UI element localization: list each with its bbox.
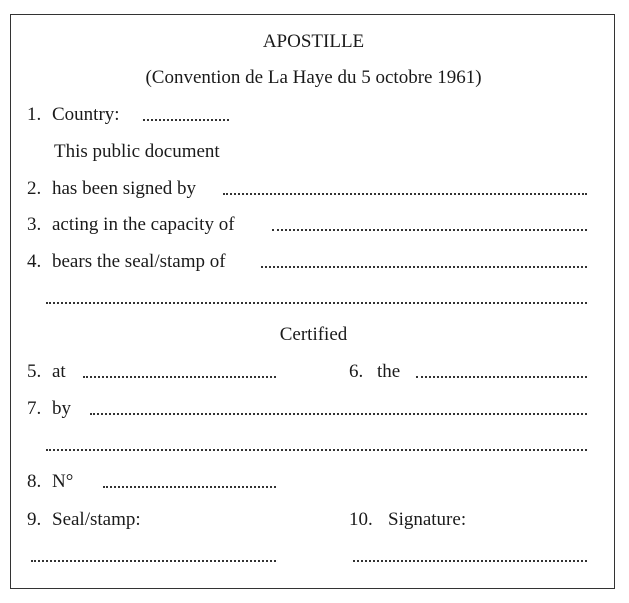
field-number-3: 3.: [27, 214, 42, 235]
signature-blank[interactable]: [353, 560, 587, 562]
signature-label: Signature:: [388, 509, 467, 530]
field-number-4: 4.: [27, 251, 42, 272]
by-label: by: [52, 398, 71, 419]
signed-by-label: has been signed by: [52, 178, 197, 199]
by-blank-continued[interactable]: [46, 449, 587, 451]
at-blank[interactable]: [83, 376, 276, 378]
by-blank[interactable]: [90, 413, 587, 415]
seal-of-blank[interactable]: [261, 266, 587, 268]
capacity-label: acting in the capacity of: [52, 214, 235, 235]
field-number-6: 6.: [349, 361, 364, 382]
seal-stamp-blank[interactable]: [31, 560, 276, 562]
capacity-blank[interactable]: [272, 229, 587, 231]
field-number-7: 7.: [27, 398, 42, 419]
number-label: N°: [52, 471, 74, 492]
apostille-form: [10, 14, 615, 589]
intro-text: This public document: [54, 141, 220, 162]
field-number-1: 1.: [27, 104, 42, 125]
the-blank[interactable]: [416, 376, 587, 378]
country-label: Country:: [52, 104, 120, 125]
certified-heading: Certified: [279, 324, 348, 345]
field-number-10: 10.: [349, 509, 373, 530]
country-blank[interactable]: [143, 119, 229, 121]
signed-by-blank[interactable]: [223, 193, 587, 195]
document-title: APOSTILLE: [262, 31, 365, 52]
field-number-8: 8.: [27, 471, 42, 492]
field-number-5: 5.: [27, 361, 42, 382]
field-number-9: 9.: [27, 509, 42, 530]
at-label: at: [52, 361, 66, 382]
the-label: the: [377, 361, 401, 382]
number-blank[interactable]: [103, 486, 276, 488]
seal-stamp-label: Seal/stamp:: [52, 509, 141, 530]
seal-of-blank-continued[interactable]: [46, 302, 587, 304]
seal-of-label: bears the seal/stamp of: [52, 251, 226, 272]
document-subtitle: (Convention de La Haye du 5 octobre 1961): [145, 67, 482, 88]
field-number-2: 2.: [27, 178, 42, 199]
